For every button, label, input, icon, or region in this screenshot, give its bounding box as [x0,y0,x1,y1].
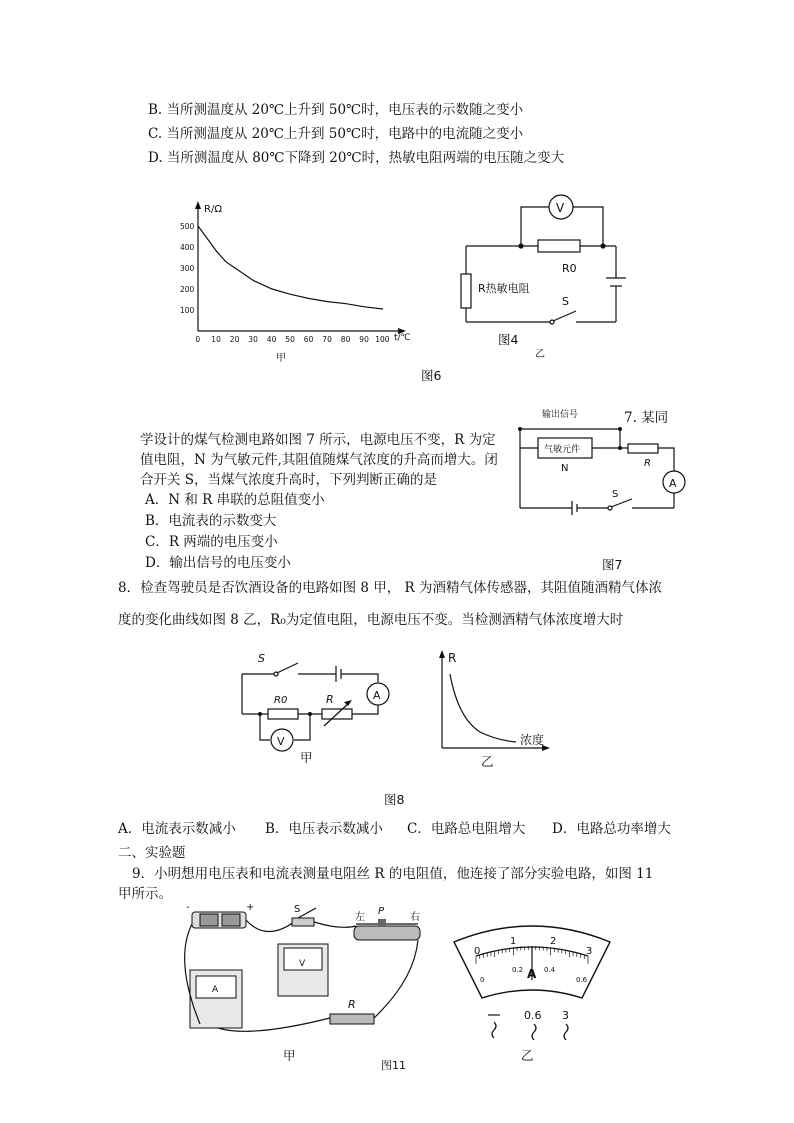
switch-s [292,918,314,926]
x-tick-label: 50 [285,335,295,344]
resistor-r0 [538,240,580,252]
x-tick-label: 60 [303,335,314,344]
y-tick-label: 100 [180,306,195,315]
q7-line-1: 学设计的煤气检测电路如图 7 所示，电源电压不变，R 为定 [140,432,496,448]
q9-line-1: 9．小明想用电压表和电流表测量电阻丝 R 的电阻值，他连接了部分实验电路，如图 11 [132,866,654,882]
y-axis-arrow [195,201,201,209]
q7-option-b: B．电流表的示数变大 [145,513,277,529]
svg-text:0: 0 [480,976,485,984]
resistor-r [628,444,658,453]
q8-line-2: 度的变化曲线如图 8 乙，R₀为定值电阻，电源电压不变。当检测酒精气体浓度增大时 [118,612,624,628]
q8-option-c: C．电路总电阻增大 [407,821,526,837]
sensor-r-label: R [326,693,334,706]
x-tick-label: 70 [322,335,332,344]
terminal-minus [492,1022,496,1038]
resistor-r-label: R [348,998,356,1011]
x-tick-label: 80 [340,335,351,344]
thermistor-label: R热敏电阻 [478,282,530,295]
x-tick-label: 10 [211,335,221,344]
q8-line-1: 8．检查驾驶员是否饮酒设备的电路如图 8 甲， R 为酒精气体传感器，其阻值随酒精气体浓 [118,580,663,596]
y-tick-label: 200 [180,285,195,294]
q7-number: 7. 某同 [624,410,669,426]
switch-s-label: S [258,652,265,665]
output-signal-label: 输出信号 [542,410,579,420]
svg-text:0.6: 0.6 [576,976,588,984]
dial-label-yi: 乙 [521,1048,534,1063]
switch-label: S [562,295,569,308]
svg-text:0.2: 0.2 [512,966,524,974]
y-tick-label: 300 [180,264,195,273]
q7-line-3: 合开关 S，当煤气浓度升高时，下列判断正确的是 [140,472,438,488]
graph-label-jia: 甲 [276,353,286,364]
voltmeter-label: V [556,201,565,215]
battery-minus: - [186,902,190,913]
resistance-temperature-graph [170,196,420,366]
graph-label-yi: 乙 [481,754,494,769]
figure-7-caption: 图7 [602,557,623,572]
resistance-wire-r [330,1014,374,1024]
x-tick-label: 30 [248,335,258,344]
slider-p: P [378,906,385,917]
terminal-06: 0.6 [524,1009,542,1022]
terminal-3: 3 [562,1009,569,1022]
q8-option-a: A．电流表示数减小 [118,821,236,837]
circuit-label-jia: 甲 [300,750,313,765]
switch-s [277,663,298,673]
figure-6-caption: 图6 [421,368,442,383]
q7-line-2: 值电阻，N 为气敏元件,其阻值随煤气浓度的升高而增大。闭 [140,452,498,468]
switch-s-label: S [612,489,619,500]
graph-x-label: 浓度 [520,733,545,747]
q6-option-d: D. 当所测温度从 80℃下降到 20℃时，热敏电阻两端的电压随之变大 [148,150,565,166]
q7-option-d: D．输出信号的电压变小 [145,555,291,571]
apparatus-label-jia: 甲 [283,1048,296,1063]
svg-text:1: 1 [510,936,517,947]
experiment-apparatus-figure [170,900,440,1050]
y-tick-label: 400 [180,243,195,252]
resistance-curve [198,226,383,309]
q6-option-b: B. 当所测温度从 20℃上升到 50℃时，电压表的示数随之变小 [148,102,524,118]
concentration-curve [450,674,516,742]
resistor-r-label: R [644,458,651,469]
voltmeter-label: V [277,735,285,748]
switch-s-label: S [294,904,301,915]
svg-text:3: 3 [586,946,593,957]
switch-s [553,311,576,321]
q6-option-c: C. 当所测温度从 20℃上升到 50℃时，电路中的电流随之变小 [148,126,524,142]
svg-text:0.4: 0.4 [544,966,556,974]
x-tick-label: 20 [229,335,240,344]
y-tick-label: 500 [180,222,195,231]
x-axis-label: t/℃ [394,333,411,343]
ammeter-label: A [373,689,381,702]
q8-option-d: D．电路总功率增大 [552,821,671,837]
x-tick-label: 40 [266,335,277,344]
dial-unit-a: A [527,967,537,981]
rheostat [354,926,420,940]
figure-8-caption: 图8 [384,792,405,807]
terminal-06-post [532,1024,536,1040]
svg-text:V: V [299,959,306,969]
circuit-figure-4 [458,190,628,340]
figure-11-caption: 图11 [381,1059,406,1072]
r0-label: R0 [274,695,288,706]
ammeter-label: A [669,477,677,490]
circuit-figure-8-jia [238,650,398,770]
terminal-3-post [564,1024,568,1040]
rheostat-right: 右 [410,912,420,923]
r0-label: R0 [562,262,577,275]
circuit-label-yi: 乙 [535,349,545,360]
graph-r-label: R [448,651,457,665]
svg-text:A: A [212,985,219,995]
circuit-caption-fig4: 图4 [498,332,519,347]
q9-line-2: 甲所示。 [118,886,172,902]
section-heading: 二、实验题 [118,845,186,861]
y-axis-label: R/Ω [204,204,222,215]
q8-option-b: B．电压表示数减小 [265,821,383,837]
thermistor [461,274,471,308]
resistor-r0 [268,709,298,719]
circuit-figure-7 [516,405,691,525]
x-tick-label: 100 [375,335,390,344]
svg-text:2: 2 [550,936,557,947]
battery-plus: + [246,902,255,913]
svg-text:0: 0 [474,946,481,957]
q7-option-a: A．N 和 R 串联的总阻值变小 [145,492,325,508]
gas-sensor-label: 气敏元件 [544,445,581,455]
x-tick-label: 90 [359,335,369,344]
x-tick-label: 0 [195,335,201,344]
ammeter-dial [450,916,615,1056]
rheostat-left: 左 [355,912,365,923]
switch-s [611,499,632,507]
resistance-concentration-graph [436,648,556,758]
sensor-n-label: N [561,463,569,474]
q7-option-c: C．R 两端的电压变小 [145,534,278,550]
